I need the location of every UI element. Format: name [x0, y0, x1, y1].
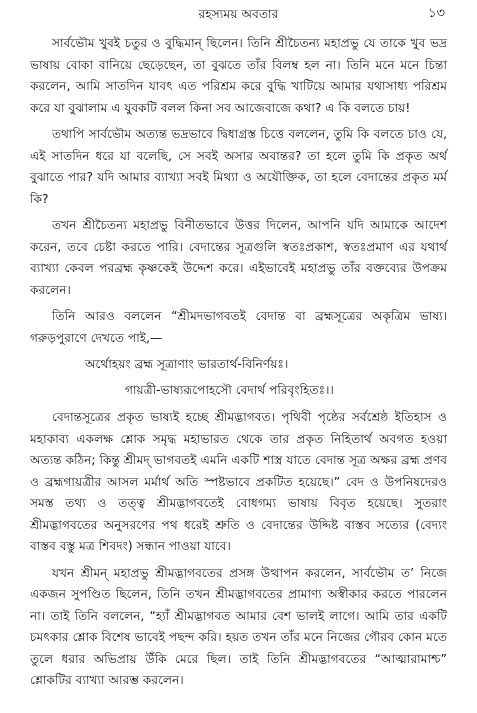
paragraph: তিনি আরও বললেন “শ্রীমদভাগবতই বেদান্ত বা ব্রহ্মসূত্রের অকৃত্রিম ভাষ্য। গরুড়পুরাণে দেখতে পাই,—: [30, 309, 447, 345]
paragraph: সার্বভৌম খুবই চতুর ও বুদ্ধিমান্ ছিলেন। তিনি শ্রীচৈতন্য মহাপ্রভু যে তাকে খুব ভদ্র ভাষায় বোকা বানিয়ে ছেড়েছেন, তা বুঝতে তাঁর বিলম্ব হল না। তিনি মনে মনে চিন্তা করলেন, আমি সাতদিন যাবৎ এত পরিশ্রম করে বুদ্ধি খাটিয়ে আমার যথাসাধ্য পরিশ্রম করে যা বুঝালাম এ যুবকটি বলল কিনা সব আজেবাজে কথা? এ কি বলতে চায়!: [30, 36, 447, 115]
verse-line: গায়ত্রী-ভাষ্যরূপোহসৌ বেদার্থ পরিবৃংহিতঃ।।: [125, 382, 334, 397]
body-text: [30, 33, 447, 697]
running-header: [30, 4, 447, 24]
paragraph: বেদান্তসূত্রের প্রকৃত ভাষ্যই হচ্ছে শ্রীমদ্ভাগবত। পৃথিবী পৃষ্ঠের সর্বশ্রেষ্ঠ ইতিহাস ও মহাকাব্য একলক্ষ শ্লোক সমৃদ্ধ মহাভারত থেকে তার প্রকৃত নিহিতার্থ অবগত হওয়া অত্যন্ত কঠিন; কিন্তু শ্রীমদ্ ভাগবতই এমনি একটি শাস্ত্র যাতে বেদান্ত সূত্র অক্ষর ব্রহ্ম প্রণব ও ব্রহ্মগায়ত্রীর আসল মর্মার্থ অতি স্পষ্টভাবে প্রকটিত হয়েছে।” বেদ ও উপনিষদেরও সমস্ত তথ্য ও তত্ত্ব শ্রীমদ্ভাগবতেই বোধগম্য ভাষায় বিবৃত হয়েছে। সুতরাং শ্রীমদ্ভাগবতের অনুসরণের পথ ধরেই শ্রুতি ও বেদান্তের উদ্দিষ্ট বাস্তব সত্যের (বেদ্যং বাস্তব বস্তু মত্র শিবদং) সন্ধান পাওয়া যাবে।: [30, 410, 447, 553]
page-number: ১৩: [428, 6, 445, 21]
paragraph: তখন শ্রীচৈতন্য মহাপ্রভু বিনীতভাবে উত্তর দিলেন, আপনি যদি আমাকে আদেশ করেন, তবে চেষ্টা করতে পারি। বেদান্তের সূত্রগুলি স্বতঃপ্রকাশ, স্বতঃপ্রমাণ এর যথার্থ ব্যাখ্যা কেবল পরব্রহ্ম কৃষ্ণকেই উদ্দেশ করে। এইভাবেই মহাপ্রভু তাঁর বক্তব্যের উপক্রম করলেন।: [30, 218, 447, 297]
running-title: রহস্যময় অবতার: [198, 7, 279, 21]
verse-line: অর্থোহয়ং ব্রহ্ম সূত্রাণাং ভারতার্থ-বিনির্ণয়ঃ।: [85, 357, 289, 371]
paragraph: তথাপি সার্বভৌম অত্যন্ত ভদ্রভাবে দ্বিধাগ্রস্ত চিত্তে বললেন, তুমি কি বলতে চাও যে, এই সাতদিন ধরে যা বলেছি, সে সবই অসার অবান্তর? তা হলে তুমি কি প্রকৃত অর্থ বুঝাতে পার? যদি আমার ব্যাখ্যা সবই মিথ্যা ও অযৌক্তিক, তা হলে বেদান্তের প্রকৃত মর্ম কি?: [30, 127, 447, 206]
paragraph: যখন শ্রীমন্ মহাপ্রভু শ্রীমদ্ভাগবতের প্রসঙ্গ উত্থাপন করলেন, সার্বভৌম ত’ নিজে একজন সুপণ্ডিত ছিলেন, তিনি তখন শ্রীমদ্ভাগবতের প্রামাণ্য অস্বীকার করতে পারলেন না। তাই তিনি বললেন, “হ্যাঁ শ্রীমদ্ভাগবত আমার বেশ ভালই লাগে। আমি তার একটি চমৎকার শ্লোক বিশেষ ভাবেই পছন্দ করি। হয়ত তখন তাঁর মনে নিজের গৌরব কোন মতে তুলে ধরার অভিপ্রায় উঁকি মেরে ছিল। তাই তিনি শ্রীমদ্ভাগবতের “আত্মারামাশ্চ” শ্লোকটির ব্যাখ্যা আরম্ভ করলেন।: [30, 565, 447, 687]
